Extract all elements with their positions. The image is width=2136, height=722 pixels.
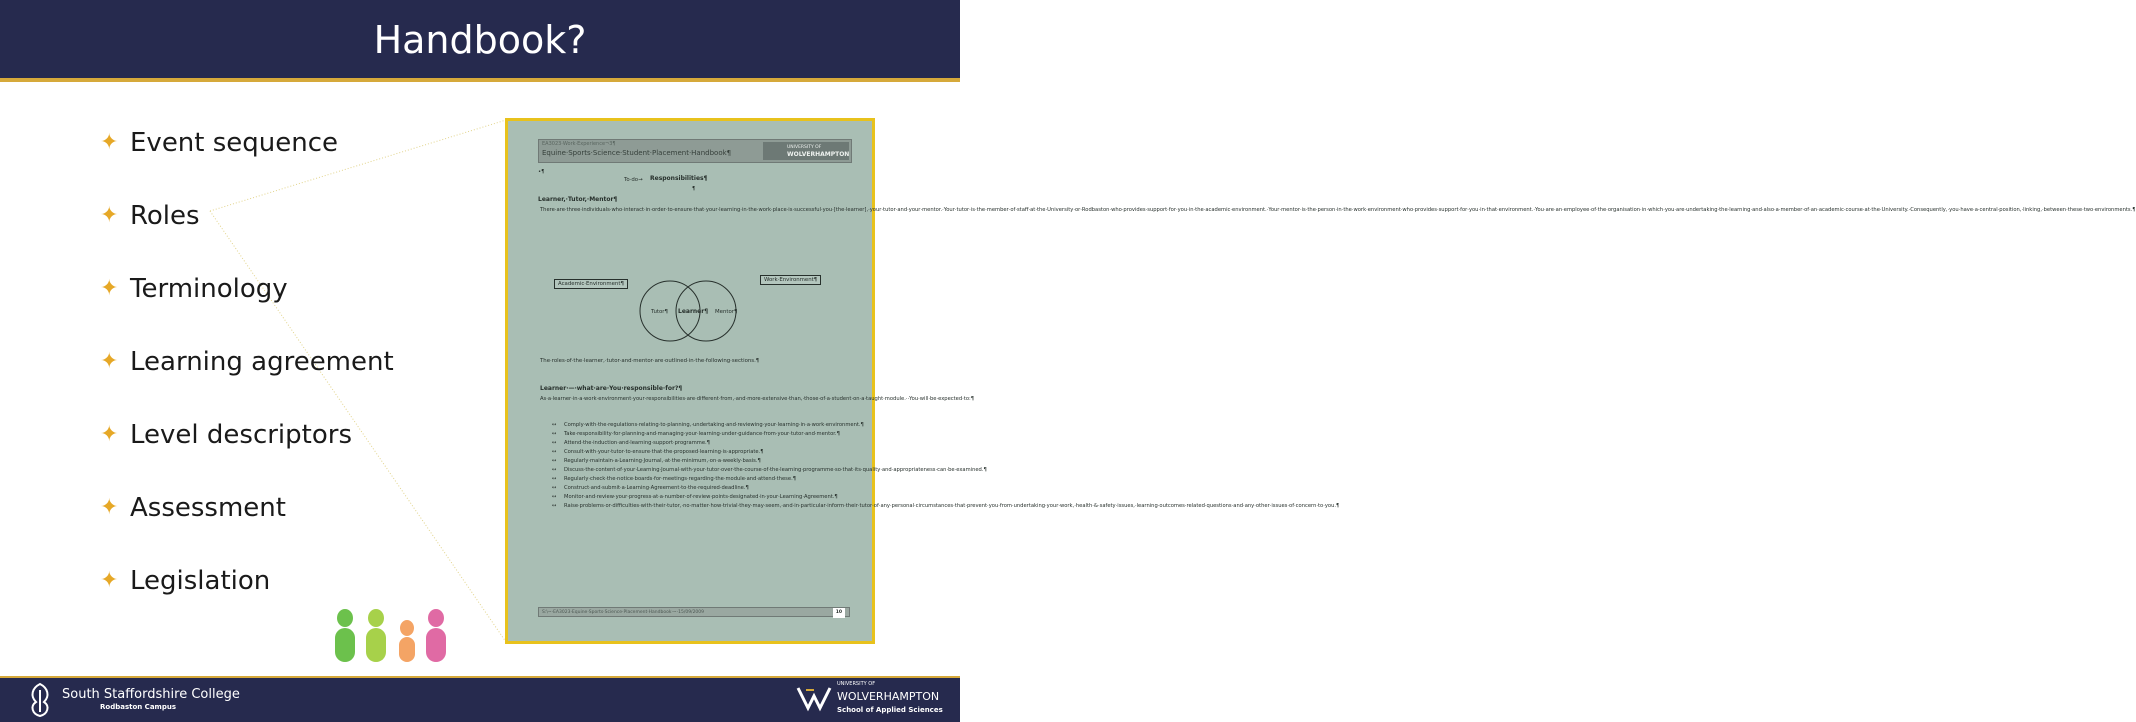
doc-header-title: Equine·Sports·Science·Student·Placement·Handbook¶	[542, 149, 732, 157]
doc-list-text: Regularly·check·the·notice·boards·for·meetings·regarding·the·module·and·attend·these.¶	[564, 476, 797, 482]
handbook-page-image	[505, 118, 2136, 644]
doc-responsibility-list	[552, 421, 1340, 511]
arrow-icon: ↔	[552, 503, 557, 509]
doc-list-item	[552, 439, 852, 448]
doc-university-logo	[763, 142, 849, 160]
doc-learner-heading: Learner,·Tutor,·Mentor¶	[538, 196, 618, 203]
doc-learner-label: Learner¶	[678, 308, 709, 315]
bullet-item	[100, 122, 394, 195]
doc-learner-paragraph: There·are·three·individuals·who·interact·in·order·to·ensure·that·your·learning·in·the·work·place·is·successful·you·[the·learner],·your·tutor·and·your·mentor.·Your·tutor·is·the·member·of·staff·at·the·University·or·Rodbaston·who·provides·support·for·you·in·the·academic·environment.·Your·mentor·is·the·person·in·the·work·environment·who·provides·support·for·you·in·that·environment.·You·are·an·employee·of·the·organisation·in·which·you·are·undertaking·the·learning·and·also·a·member·of·an·academic·course·at·the·University.·Consequently,·you·have·a·central·position,·linking,·between·these·two·environments.¶	[540, 207, 2136, 213]
doc-header	[538, 139, 852, 163]
doc-list-text: Comply·with·the·regulations·relating·to·planning,·undertaking·and·reviewing·your·learning·in·a·work·environment.¶	[564, 422, 864, 428]
arrow-icon: ↔	[552, 422, 557, 428]
star-bullet-icon: ✦	[100, 422, 119, 447]
college-logo-icon	[22, 682, 58, 718]
bullet-text: Legislation	[130, 566, 271, 596]
arrow-icon: ↔	[552, 440, 557, 446]
doc-tutor-label: Tutor¶	[651, 309, 668, 315]
arrow-icon: ↔	[552, 449, 557, 455]
doc-list-item	[552, 466, 987, 475]
doc-list-text: Take·responsibility·for·planning·and·managing·your·learning·under·guidance·from·your·tutor·and·mentor.¶	[564, 431, 840, 437]
arrow-icon: ↔	[552, 467, 557, 473]
venn-diagram	[628, 271, 748, 341]
bullet-item	[100, 268, 394, 341]
doc-academic-env-box: Academic·Environment¶	[554, 279, 628, 289]
star-bullet-icon: ✦	[100, 203, 119, 228]
person-figure-pink	[426, 609, 446, 662]
star-bullet-icon: ✦	[100, 568, 119, 593]
doc-list-item	[552, 430, 852, 439]
doc-list-text: Monitor·and·review·your·progress·at·a·number·of·review·points·designated·in·your·Learning·Agreement.¶	[564, 494, 838, 500]
arrow-icon: ↔	[552, 494, 557, 500]
doc-roles-outlined: The·roles·of·the·learner,·tutor·and·mentor·are·outlined·in·the·following·sections.¶	[540, 358, 760, 364]
bullet-item	[100, 195, 394, 268]
bullet-text: Level descriptors	[130, 420, 352, 450]
doc-list-text: Consult·with·your·tutor·to·ensure·that·the·proposed·learning·is·appropriate.¶	[564, 449, 764, 455]
college-campus: Rodbaston Campus	[100, 703, 177, 711]
bullet-list	[100, 122, 394, 633]
bullet-text: Assessment	[130, 493, 286, 523]
doc-page-number: 10	[833, 608, 845, 618]
slide-title: Handbook?	[373, 18, 587, 62]
university-of-label: UNIVERSITY OF	[837, 681, 876, 687]
arrow-icon: ↔	[552, 431, 557, 437]
doc-list-item	[552, 502, 1340, 511]
doc-footer-text: S:\~·EA3023·Equine·Sports·Science·Placement·Handbook·~·15/09/2009	[542, 610, 705, 615]
doc-todo: To·do→	[624, 177, 643, 183]
doc-list-item	[552, 493, 852, 502]
footer-bar	[0, 676, 960, 722]
person-figure-green	[335, 609, 355, 662]
doc-mark: •¶	[538, 169, 545, 175]
bullet-text: Event sequence	[130, 128, 339, 158]
doc-work-env-box: Work·Environment¶	[760, 275, 821, 285]
bullet-text: Learning agreement	[130, 347, 394, 377]
doc-logo-line1: UNIVERSITY OF	[787, 145, 822, 150]
doc-list-text: Regularly·maintain·a·Learning·Journal,·at·the·minimum,·on·a·weekly·basis.¶	[564, 458, 761, 464]
bullet-item	[100, 341, 394, 414]
bullet-item	[100, 487, 394, 560]
person-figure-orange	[399, 620, 415, 662]
doc-responsible-heading: Learner·—·what·are·You·responsible·for?¶	[540, 385, 683, 392]
star-bullet-icon: ✦	[100, 276, 119, 301]
doc-list-item	[552, 421, 864, 430]
doc-list-text: Raise·problems·or·difficulties·with·their·tutor,·no·matter·how·trivial·they·may·seem,·and·in·particular·inform·their·tutor·of·any·personal·circumstances·that·prevent·you·from·undertaking·your·work,·health·&·safety·issues,·learning·outcomes·related·questions·and·any·other·issues·of·concern·to·you.¶	[564, 503, 1340, 509]
person-figure-lime	[366, 609, 386, 662]
doc-responsible-paragraph: As·a·learner·in·a·work·environment·your·responsibilities·are·different·from,·and·more·extensive·than,·those·of·a·student·on·a·taught·module.··You·will·be·expected·to:¶	[540, 396, 975, 402]
arrow-icon: ↔	[552, 476, 557, 482]
doc-list-item	[552, 457, 852, 466]
doc-logo-line2: WOLVERHAMPTON	[787, 151, 850, 158]
university-name: WOLVERHAMPTON	[837, 690, 940, 703]
doc-list-text: Discuss·the·content·of·your·Learning·Journal·with·your·tutor·over·the·course·of·the·learning·programme·so·that·its·quality·and·appropriateness·can·be·examined.¶	[564, 467, 987, 473]
doc-list-item	[552, 475, 852, 484]
star-bullet-icon: ✦	[100, 130, 119, 155]
people-icon	[330, 608, 450, 668]
university-logo-icon	[796, 684, 832, 712]
college-name: South Staffordshire College	[62, 687, 240, 702]
doc-list-item	[552, 448, 852, 457]
arrow-icon: ↔	[552, 458, 557, 464]
doc-mentor-label: Mentor¶	[715, 309, 738, 315]
bullet-text: Terminology	[130, 274, 288, 304]
school-name: School of Applied Sciences	[837, 706, 943, 714]
doc-list-text: Construct·and·submit·a·Learning·Agreement·to·the·required·deadline.¶	[564, 485, 749, 491]
doc-section-title: Responsibilities¶	[650, 175, 708, 182]
bullet-item	[100, 414, 394, 487]
star-bullet-icon: ✦	[100, 495, 119, 520]
arrow-icon: ↔	[552, 485, 557, 491]
doc-pilcrow: ¶	[692, 186, 696, 192]
star-bullet-icon: ✦	[100, 349, 119, 374]
doc-list-item	[552, 484, 852, 493]
bullet-text: Roles	[130, 201, 200, 231]
doc-list-text: Attend·the·induction·and·learning·support·programme.¶	[564, 440, 710, 446]
doc-footer	[538, 607, 850, 617]
doc-header-code: EA3023·Work·Experience¬3¶	[542, 141, 616, 147]
